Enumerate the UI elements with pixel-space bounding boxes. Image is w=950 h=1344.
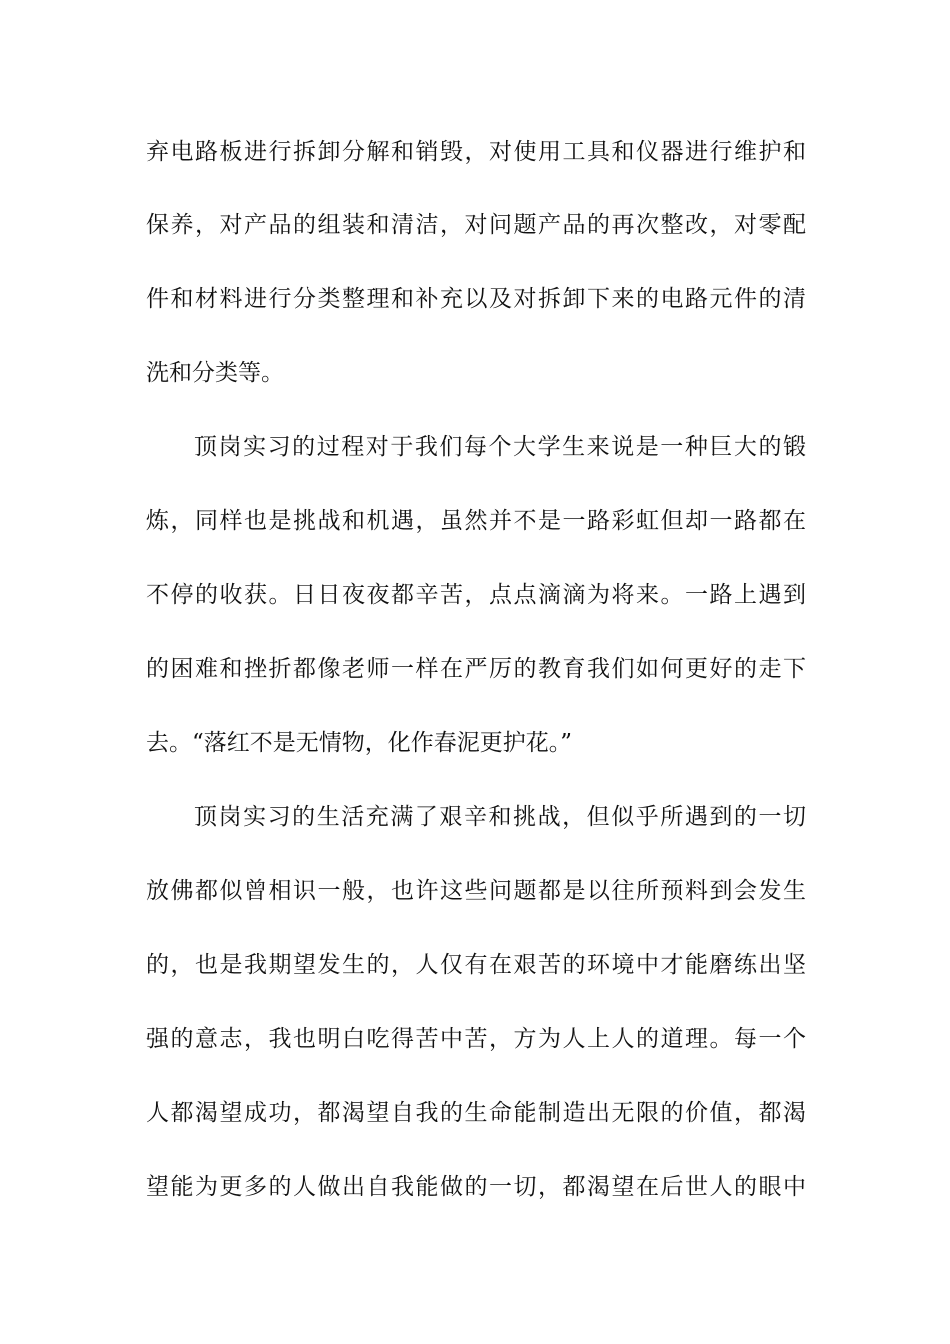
text-line: 去。“落红不是无情物，化作春泥更护花。” [146,730,573,756]
text-line: 的困难和挫折都像老师一样在严厉的教育我们如何更好的走下 [146,656,806,682]
text-line: 人都渴望成功，都渴望自我的生命能制造出无限的价值，都渴 [146,1100,806,1126]
text-line: 弃电路板进行拆卸分解和销毁，对使用工具和仪器进行维护和 [146,139,806,165]
text-line: 洗和分类等。 [146,360,284,386]
text-line: 强的意志，我也明白吃得苦中苦，方为人上人的道理。每一个 [146,1026,806,1052]
text-line: 放佛都似曾相识一般，也许这些问题都是以往所预料到会发生 [146,878,806,904]
text-line: 件和材料进行分类整理和补充以及对拆卸下来的电路元件的清 [146,286,806,312]
text-line: 顶岗实习的生活充满了艰辛和挑战，但似乎所遇到的一切 [194,804,806,830]
text-line: 顶岗实习的过程对于我们每个大学生来说是一种巨大的锻 [194,434,806,460]
text-line: 保养，对产品的组装和清洁，对问题产品的再次整改，对零配 [146,212,806,238]
text-line: 炼，同样也是挑战和机遇，虽然并不是一路彩虹但却一路都在 [146,508,806,534]
text-line: 不停的收获。日日夜夜都辛苦，点点滴滴为将来。一路上遇到 [146,582,806,608]
text-line: 的，也是我期望发生的，人仅有在艰苦的环境中才能磨练出坚 [146,952,806,978]
text-line: 望能为更多的人做出自我能做的一切，都渴望在后世人的眼中 [146,1174,806,1200]
